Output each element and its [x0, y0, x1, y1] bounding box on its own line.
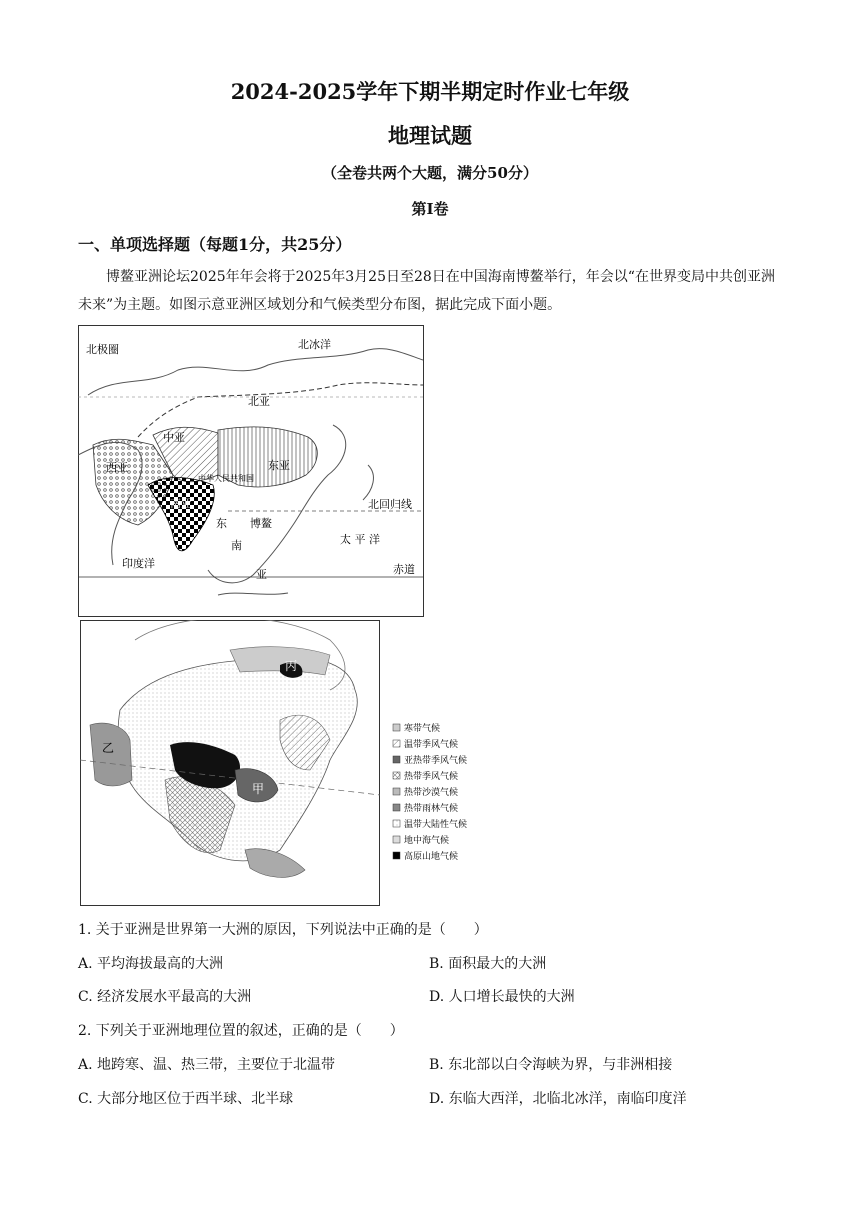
- asia-climate-map: [80, 620, 480, 908]
- legend-item: 温带季风气候: [404, 740, 459, 750]
- pacific-label: 太 平 洋: [340, 533, 380, 546]
- tropic-label: 北回归线: [368, 498, 412, 511]
- legend-item: 高原山地气候: [404, 852, 459, 862]
- south-asia-label: 南亚: [170, 497, 192, 510]
- legend-item: 亚热带季风气候: [404, 756, 468, 766]
- question-1-option-c[interactable]: C. 经济发展水平最高的大洲: [78, 989, 252, 1005]
- exam-title: 2024-2025学年下期半期定时作业七年级: [230, 79, 630, 104]
- legend-item: 温带大陆性气候: [404, 820, 468, 830]
- east-asia-label: 东亚: [268, 459, 290, 472]
- question-2-option-d[interactable]: D. 东临大西洋，北临北冰洋，南临印度洋: [429, 1091, 687, 1107]
- exam-subject: 地理试题: [388, 123, 472, 148]
- climate-legend: [393, 722, 467, 862]
- question-2-option-a[interactable]: A. 地跨寒、温、热三带，主要位于北温带: [78, 1057, 336, 1073]
- legend-item: 热带季风气候: [404, 772, 459, 782]
- section-heading: 一、单项选择题（每题1分，共25分）: [78, 235, 352, 254]
- indian-ocean-label: 印度洋: [122, 557, 155, 570]
- boao-label: 博鳌: [250, 517, 272, 530]
- map2-label-bing: 丙: [285, 659, 298, 673]
- map2-label-jia: 甲: [252, 782, 265, 796]
- question-1-option-a[interactable]: A. 平均海拔最高的大洲: [78, 956, 224, 972]
- question-1-option-d[interactable]: D. 人口增长最快的大洲: [429, 989, 575, 1005]
- question-2-option-b[interactable]: B. 东北部以白令海峡为界，与非洲相接: [429, 1057, 673, 1073]
- volume-label: 第Ⅰ卷: [411, 200, 449, 218]
- question-2-stem: 2. 下列关于亚洲地理位置的叙述，正确的是（ ）: [78, 1023, 404, 1039]
- arctic-ocean-label: 北冰洋: [298, 338, 331, 351]
- question-2-option-c[interactable]: C. 大部分地区位于西半球、北半球: [78, 1091, 294, 1107]
- prc-label: 中华人民共和国: [198, 474, 254, 483]
- legend-item: 寒带气候: [404, 724, 441, 734]
- equator-label: 赤道: [393, 563, 415, 576]
- legend-item: 热带沙漠气候: [404, 788, 459, 798]
- question-1-stem: 1. 关于亚洲是世界第一大洲的原因，下列说法中正确的是（ ）: [78, 922, 488, 938]
- legend-item: 热带雨林气候: [404, 804, 459, 814]
- southeast-asia-label-2: 南: [231, 539, 242, 552]
- legend-item: 地中海气候: [404, 836, 450, 846]
- asia-region-map: [78, 325, 424, 617]
- map2-label-yi: 乙: [102, 741, 115, 755]
- exam-note: （全卷共两个大题，满分50分）: [322, 164, 538, 182]
- question-1-option-b[interactable]: B. 面积最大的大洲: [429, 956, 547, 972]
- arctic-circle-label: 北极圈: [86, 343, 119, 356]
- southeast-asia-label-1: 东: [216, 517, 227, 530]
- central-asia-label: 中亚: [163, 431, 185, 444]
- north-asia-label: 北亚: [248, 395, 270, 408]
- southeast-asia-label-3: 亚: [256, 568, 267, 581]
- west-asia-label: 西亚: [106, 461, 128, 474]
- intro-paragraph: 博鳌亚洲论坛2025年年会将于2025年3月25日至28日在中国海南博鳌举行，年会以“在世界变局中共创亚洲未来”为主题。如图示意亚洲区域划分和气候类型分布图，据此完成下面小题。: [78, 269, 775, 313]
